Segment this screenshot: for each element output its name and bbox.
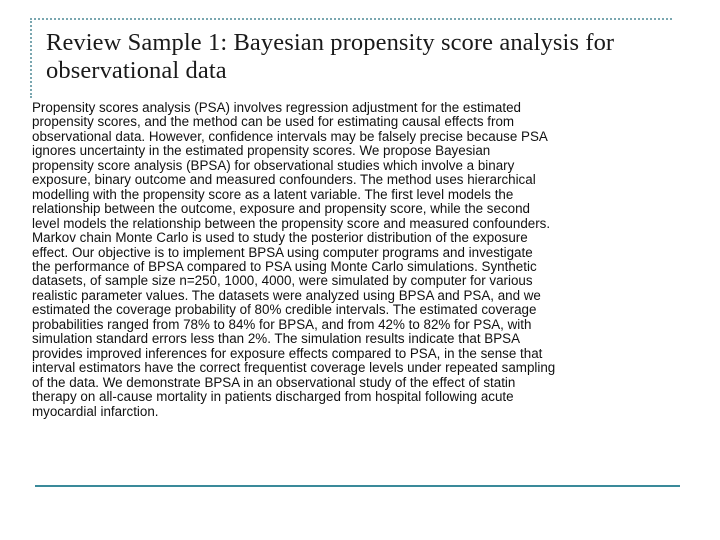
bottom-divider-line	[35, 485, 680, 487]
abstract-paragraph: Propensity scores analysis (PSA) involves regression adjustment for the estimated propensity scores, and the method can be used for estimating causal effects from observational data. However, confidence intervals may be falsely precise because PSA ignores uncertainty in the estimated propensity scores. We propose Bayesian propensity score analysis (BPSA) for observational studies which involve a binary exposure, binary outcome and measured confounders. The method uses hierarchical modelling with the propensity score as a latent variable. The first level models the relationship between the outcome, exposure and propensity score, while the second level models the relationship between the propensity score and measured confounders. Markov chain Monte Carlo is used to study the posterior distribution of the exposure effect. Our objective is to implement BPSA using computer programs and investigate the performance of BPSA compared to PSA using Monte Carlo simulations. Synthetic datasets, of sample size n=250, 1000, 4000, were simulated by computer for various realistic parameter values. The datasets were analyzed using BPSA and PSA, and we estimated the coverage probability of 80% credible intervals. The estimated coverage probabilities ranged from 78% to 84% for BPSA, and from 42% to 82% for PSA, with simulation standard errors less than 2%. The simulation results indicate that BPSA provides improved inferences for exposure effects compared to PSA, in the sense that interval estimators have the correct frequentist coverage levels under repeated sampling of the data. We demonstrate BPSA in an observational study of the effect of statin therapy on all-cause mortality in patients discharged from hospital following acute myocardial infarction.	[32, 100, 556, 419]
slide-title: Review Sample 1: Bayesian propensity score analysis for observational data	[46, 29, 615, 84]
title-frame-left-border	[30, 18, 32, 98]
title-frame-top-border	[30, 18, 672, 20]
